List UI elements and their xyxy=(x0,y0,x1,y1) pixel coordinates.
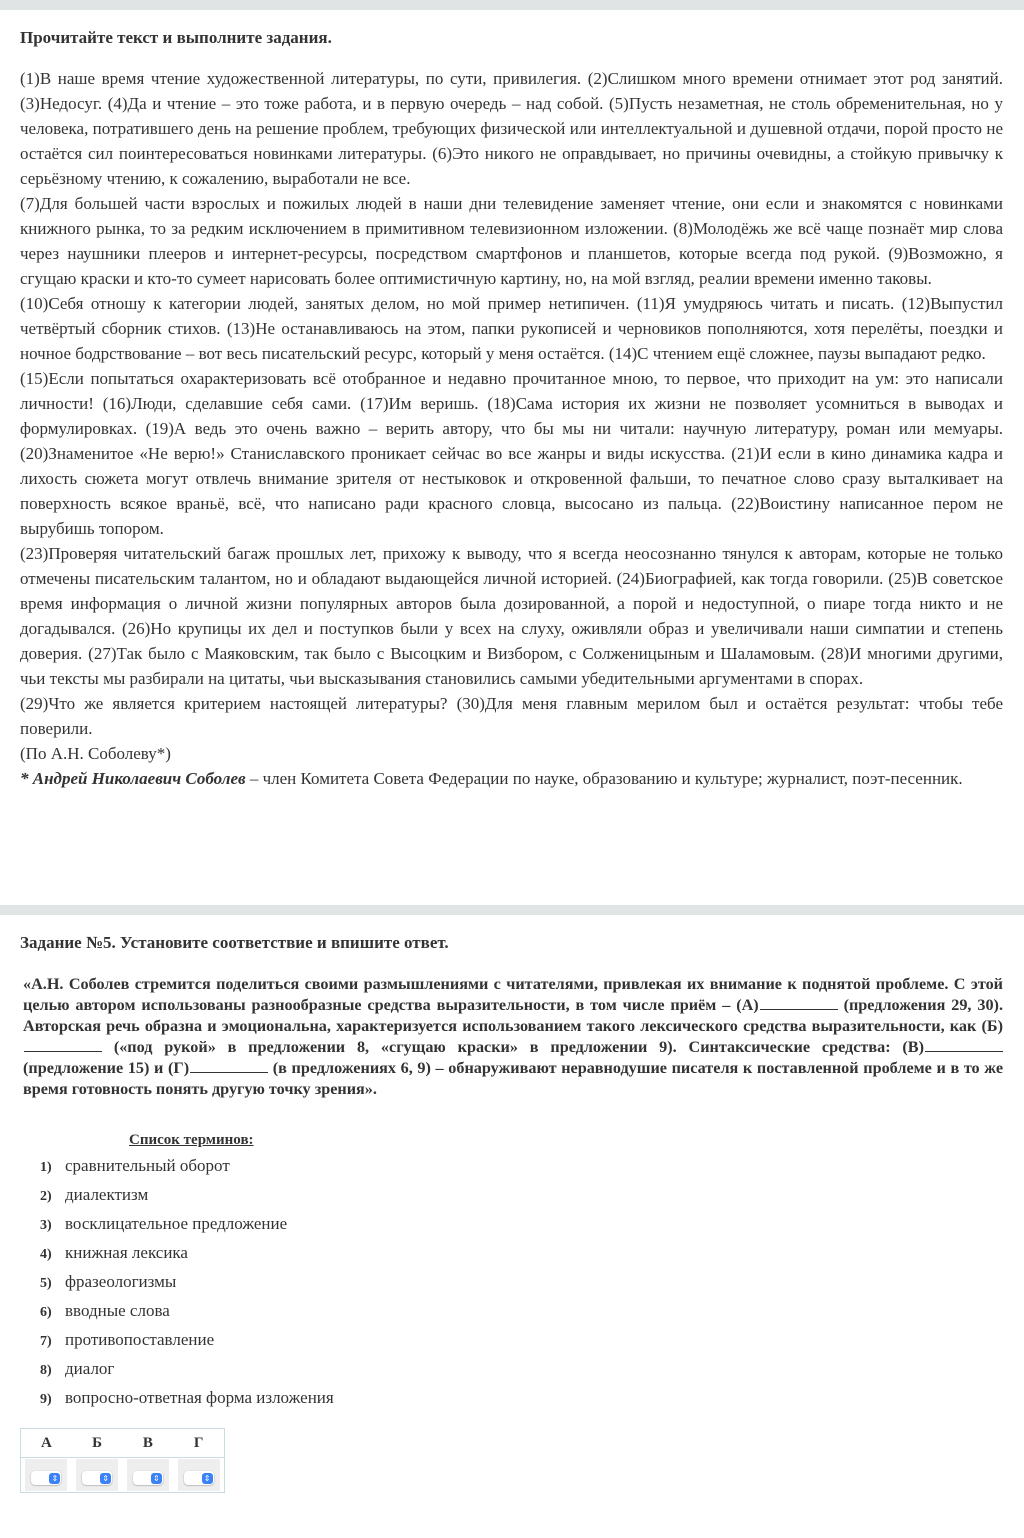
passage-paragraph: (7)Для большей части взрослых и пожилых людей в наши дни телевидение заменяет чтение, они если и знакомятся с новинками книжного рынка, то за редким исключением в примитивном телевизионном изложении. (8)Молодёжь же всё чаще познаёт мир слова через наушники плееров и интернет-ресурсы, посредством смартфонов и планшетов, которые всегда под рукой. (9)Возможно, я сгущаю краски и кто-то сумеет нарисовать более оптимистичную картину, но, на мой взгляд, реалии времени именно таковы. xyxy=(20,194,1003,288)
term-item xyxy=(40,1156,334,1185)
task-title: Задание №5. Установите соответствие и впишите ответ. xyxy=(20,933,449,952)
term-label: фразеологизмы xyxy=(65,1272,177,1291)
passage-paragraph: (1)В наше время чтение художественной литературы, по сути, привилегия. (2)Слишком много времени отнимает этот род занятий. (3)Недосуг. (4)Да и чтение – это тоже работа, и в первую очередь – над собой. (5)Пусть незаметная, не столь обременительная, но у человека, потратившего день на решение проблем, требующих физической или интеллектуальной и душевной отдачи, порой просто не остаётся сил поинтересоваться новинками литературы. (6)Это никого не оправдывает, но причины очевидны, а стойкую привычку к серьёзному чтению, к сожалению, выработали не все. xyxy=(20,69,1003,188)
term-label: сравнительный оборот xyxy=(65,1156,230,1175)
term-number: 7) xyxy=(40,1334,52,1349)
term-item xyxy=(40,1359,334,1388)
term-number: 5) xyxy=(40,1276,52,1291)
term-label: диалектизм xyxy=(65,1185,149,1204)
answer-select-g[interactable] xyxy=(184,1471,214,1485)
answer-column-a: А xyxy=(21,1429,72,1458)
answer-column-b: Б xyxy=(72,1429,123,1458)
term-item xyxy=(40,1301,334,1330)
term-number: 2) xyxy=(40,1189,52,1204)
term-label: диалог xyxy=(65,1359,115,1378)
passage-source: (По А.Н. Соболеву*) xyxy=(20,744,171,763)
passage-paragraph: (29)Что же является критерием настоящей литературы? (30)Для меня главным мерилом был и остаётся результат: чтобы тебе поверили. xyxy=(20,694,1003,738)
term-number: 9) xyxy=(40,1392,52,1407)
term-item xyxy=(40,1185,334,1214)
passage-paragraph: (15)Если попытаться охарактеризовать всё отобранное и недавно прочитанное мною, то первое, что приходит на ум: это написали личности! (16)Люди, сделавшие себя сами. (17)Им веришь. (18)Сама история их жизни не позволяет усомниться в выводах и формулировках. (19)А ведь это очень важно – верить автору, что бы мы ни читали: научную литературу, роман или мемуары. (20)Знаменитое «Не верю!» Станиславского проникает сейчас во все жанры и виды искусства. (21)И если в кино динамика кадра и лихость сюжета могут отвлечь внимание зрителя от нестыковок и откровенной фальши, то печатное слово сразу выталкивает на поверхность всякое враньё, всё, что написано ради красного словца, высосано из пальца. (22)Воистину написанное пером не вырубишь топором. xyxy=(20,369,1003,538)
task-text-part: «А.Н. Соболев стремится поделиться своими размышлениями с читателями, привлекая их внимание к поднятой проблеме. С этой целью автором использованы разнообразные средства выразительности, в том числе приём – (А) xyxy=(23,975,1003,1014)
term-label: восклицательное предложение xyxy=(65,1214,288,1233)
top-separator xyxy=(0,0,1024,10)
footnote-text: – член Комитета Совета Федерации по науке, образованию и культуре; журналист, поэт-песенник. xyxy=(245,769,963,788)
term-number: 6) xyxy=(40,1305,52,1320)
task-text-part: («под рукой» в предложении 8, «сгущаю краски» в предложении 9). Синтаксические средства: (В) xyxy=(102,1038,924,1056)
answer-select-a[interactable] xyxy=(31,1471,61,1485)
blank-b xyxy=(24,1037,102,1052)
term-item xyxy=(40,1214,334,1243)
task-section xyxy=(20,932,1003,1483)
select-chevron-icon: ⇕ xyxy=(49,1473,60,1484)
passage-paragraph: (10)Себя отношу к категории людей, занятых делом, но мой пример нетипичен. (11)Я умудряюсь читать и писать. (12)Выпустил четвёртый сборник стихов. (13)Не останавливаюсь на этом, папки рукописей и черновиков пополняются, хотя перелёты, поездки и ночное бодрствование – вот весь писательский ресурс, который у меня остаётся. (14)С чтением ещё сложнее, паузы выпадают редко. xyxy=(20,294,1003,363)
select-chevron-icon: ⇕ xyxy=(100,1473,111,1484)
task-text-part: (предложение 15) и (Г) xyxy=(23,1059,190,1077)
term-label: книжная лексика xyxy=(65,1243,188,1262)
task-text xyxy=(23,974,1003,1100)
footnote-author-name: * Андрей Николаевич Соболев xyxy=(20,769,246,788)
term-label: вводные слова xyxy=(65,1301,170,1320)
term-number: 3) xyxy=(40,1218,52,1233)
blank-a xyxy=(760,995,838,1010)
term-item xyxy=(40,1330,334,1359)
term-item xyxy=(40,1272,334,1301)
term-number: 8) xyxy=(40,1363,52,1378)
select-chevron-icon: ⇕ xyxy=(202,1473,213,1484)
answer-column-v: В xyxy=(123,1429,174,1458)
author-footnote xyxy=(20,766,1003,791)
select-chevron-icon: ⇕ xyxy=(151,1473,162,1484)
term-number: 1) xyxy=(40,1160,52,1175)
reading-section xyxy=(20,27,1003,791)
instructions-title: Прочитайте текст и выполните задания. xyxy=(20,28,332,47)
task-text-part: (предложения 29, 30). Авторская речь образна и эмоциональна, характеризуется использованием такого лексического средства выразительности, как (Б) xyxy=(23,996,1003,1035)
term-number: 4) xyxy=(40,1247,52,1262)
blank-v xyxy=(925,1037,1003,1052)
term-item xyxy=(40,1388,334,1417)
term-label: вопросно-ответная форма изложения xyxy=(65,1388,334,1407)
section-separator xyxy=(0,905,1024,915)
term-label: противопоставление xyxy=(65,1330,215,1349)
blank-g xyxy=(190,1058,268,1073)
answer-column-g: Г xyxy=(173,1429,224,1458)
task-text-part: (в предложениях 6, 9) – обнаруживают неравнодушие писателя к поставленной проблеме и в то же время готовность понять другую точку зрения». xyxy=(23,1059,1003,1098)
answer-table xyxy=(20,1428,225,1493)
answer-select-v[interactable] xyxy=(133,1471,163,1485)
answer-select-b[interactable] xyxy=(82,1471,112,1485)
passage xyxy=(20,66,1003,791)
term-item xyxy=(40,1243,334,1272)
terms-list xyxy=(40,1156,334,1417)
passage-paragraph: (23)Проверяя читательский багаж прошлых лет, прихожу к выводу, что я всегда неосознанно тянулся к авторам, которые не только отмечены писательским талантом, но и обладают выдающейся личной историей. (24)Биографией, как тогда говорили. (25)В советское время информация о личной жизни популярных авторов была дозированной, а порой и недоступной, о пиаре тогда никто и не догадывался. (26)Но крупицы их дел и поступков были у всех на слуху, оживляли образ и увеличивали наши симпатии и степень доверия. (27)Так было с Маяковским, так было с Высоцким и Визбором, с Солженицыным и Шаламовым. (28)И многими другими, чьи тексты мы разбирали на цитаты, чьи высказывания становились самыми убедительными аргументами в спорах. xyxy=(20,544,1003,688)
terms-heading: Список терминов: xyxy=(129,1132,254,1148)
